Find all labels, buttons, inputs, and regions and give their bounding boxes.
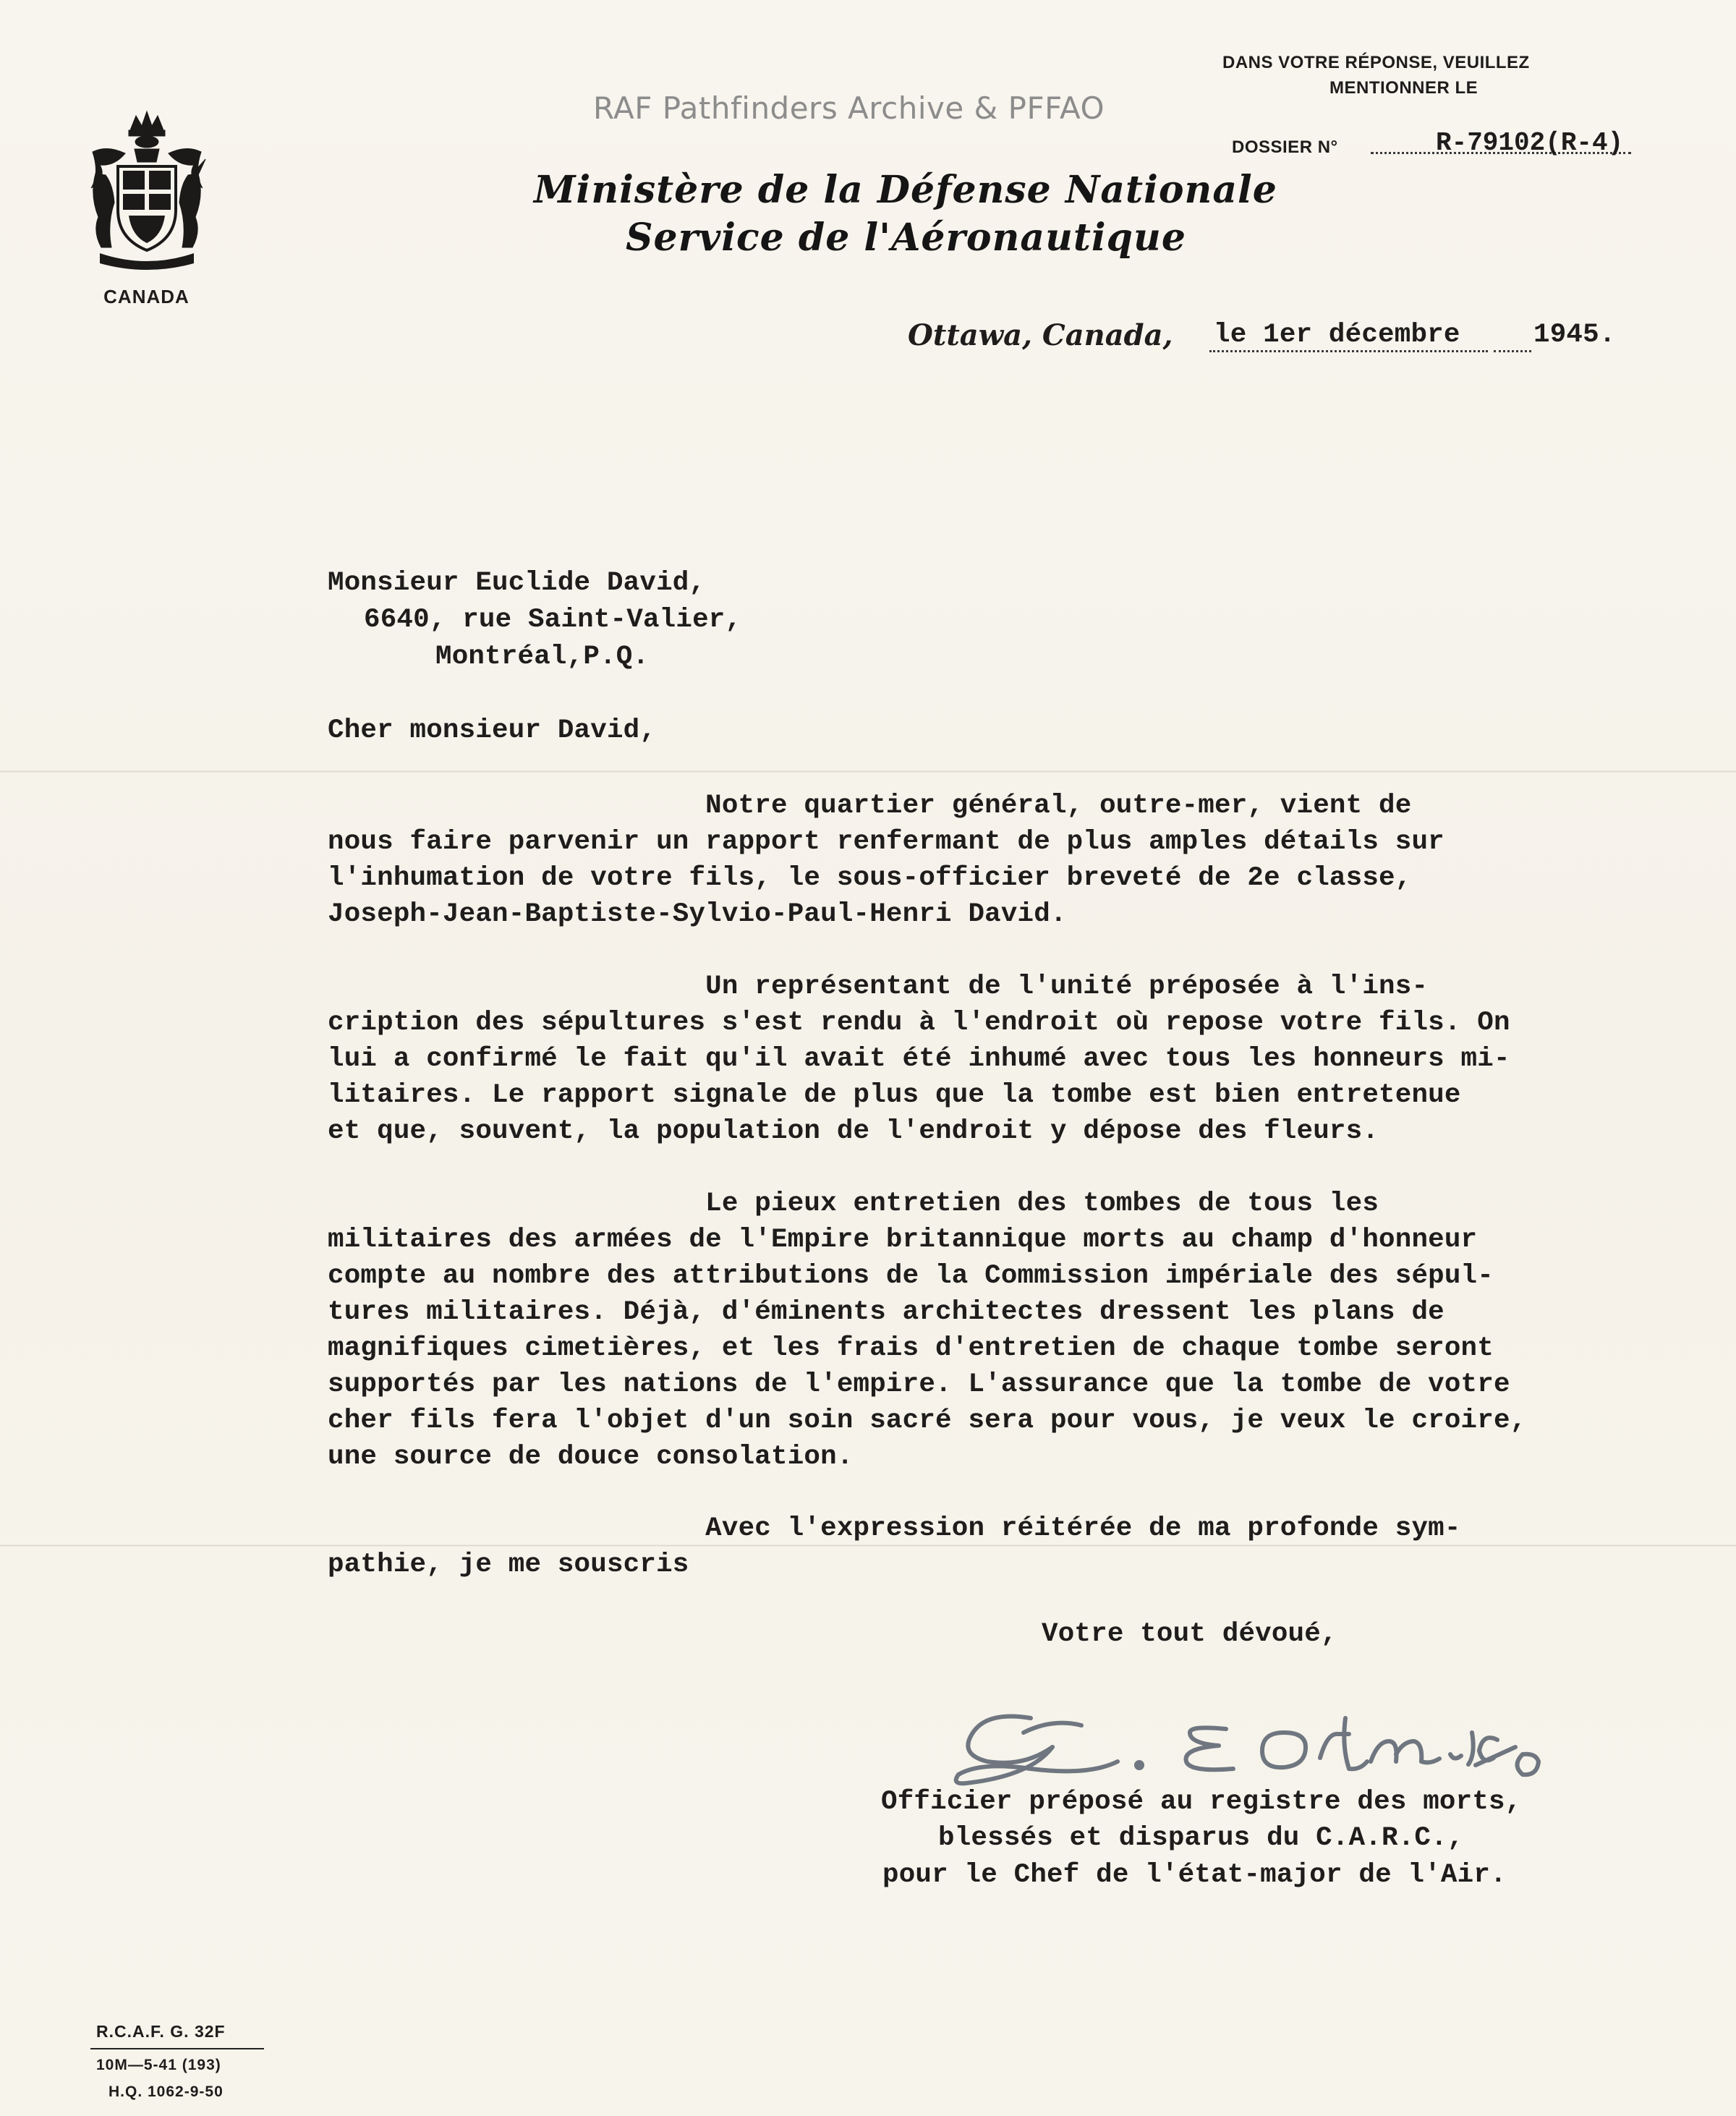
body-line: cription des sépultures s'est rendu à l'endroit où repose votre fils. On xyxy=(328,1008,1510,1038)
archive-watermark: RAF Pathfinders Archive & PFFAO xyxy=(593,90,1105,126)
body-line: Un représentant de l'unité préposée à l'ins- xyxy=(328,972,1429,1002)
body-line: compte au nombre des attributions de la Commission impériale des sépul- xyxy=(328,1261,1494,1291)
body-line: Avec l'expression réitérée de ma profonde sym- xyxy=(328,1513,1461,1544)
date-year: 1945. xyxy=(1533,320,1616,350)
dossier-label: DOSSIER N° xyxy=(1232,137,1338,157)
form-number: R.C.A.F. G. 32F xyxy=(96,2022,226,2041)
body-line: litaires. Le rapport signale de plus que la tombe est bien entretenue xyxy=(328,1080,1461,1110)
date-place: Ottawa, Canada, xyxy=(908,318,1173,352)
salutation: Cher monsieur David, xyxy=(328,715,657,746)
reply-instruction-2: MENTIONNER LE xyxy=(1329,78,1478,98)
body-line: cher fils fera l'objet d'un soin sacré sera pour vous, je veux le croire, xyxy=(328,1406,1527,1436)
body-line: militaires des armées de l'Empire britannique morts au champ d'honneur xyxy=(328,1225,1478,1255)
print-code: 10M—5-41 (193) xyxy=(96,2057,221,2073)
form-divider xyxy=(90,2048,264,2049)
recipient-street: 6640, rue Saint-Valier, xyxy=(364,605,742,635)
body-line: pathie, je me souscris xyxy=(328,1550,689,1580)
body-line: une source de douce consolation. xyxy=(328,1442,854,1472)
body-line: Joseph-Jean-Baptiste-Sylvio-Paul-Henri David. xyxy=(328,899,1067,930)
date-dotted-line xyxy=(1209,350,1488,352)
reply-instruction: DANS VOTRE RÉPONSE, VEUILLEZ xyxy=(1222,53,1530,72)
canadian-coat-of-arms-icon xyxy=(85,109,208,275)
signatory-title-line2: blessés et disparus du C.A.R.C., xyxy=(938,1823,1464,1853)
body-line: supportés par les nations de l'empire. L'assurance que la tombe de votre xyxy=(328,1369,1510,1400)
recipient-city: Montréal,P.Q. xyxy=(435,642,650,672)
body-line: l'inhumation de votre fils, le sous-officier breveté de 2e classe, xyxy=(328,863,1412,893)
signatory-title-line3: pour le Chef de l'état-major de l'Air. xyxy=(882,1860,1507,1890)
body-line: nous faire parvenir un rapport renfermant de plus amples détails sur xyxy=(328,827,1444,857)
fold-line xyxy=(0,1544,1736,1547)
service-heading: Service de l'Aéronautique xyxy=(626,216,1186,260)
body-line: magnifiques cimetières, et les frais d'entretien de chaque tombe seront xyxy=(328,1333,1494,1364)
recipient-name: Monsieur Euclide David, xyxy=(328,568,706,598)
closing: Votre tout dévoué, xyxy=(1042,1619,1337,1649)
date-day: le 1er décembre xyxy=(1214,320,1460,350)
fold-line xyxy=(0,770,1736,773)
body-line: et que, souvent, la population de l'endroit y dépose des fleurs. xyxy=(328,1116,1379,1147)
dossier-number: R-79102(R-4) xyxy=(1436,128,1624,158)
body-line: Notre quartier général, outre-mer, vient de xyxy=(328,791,1412,821)
hq-code: H.Q. 1062-9-50 xyxy=(109,2083,224,2100)
ministry-heading: Ministère de la Défense Nationale xyxy=(534,168,1277,212)
body-line: tures militaires. Déjà, d'éminents architectes dressent les plans de xyxy=(328,1297,1444,1327)
year-dotted-line xyxy=(1494,350,1531,352)
body-line: Le pieux entretien des tombes de tous les xyxy=(328,1189,1379,1219)
crest-label: CANADA xyxy=(103,286,190,307)
body-line: lui a confirmé le fait qu'il avait été inhumé avec tous les honneurs mi- xyxy=(328,1044,1510,1074)
signatory-title-line1: Officier préposé au registre des morts, xyxy=(881,1787,1522,1817)
